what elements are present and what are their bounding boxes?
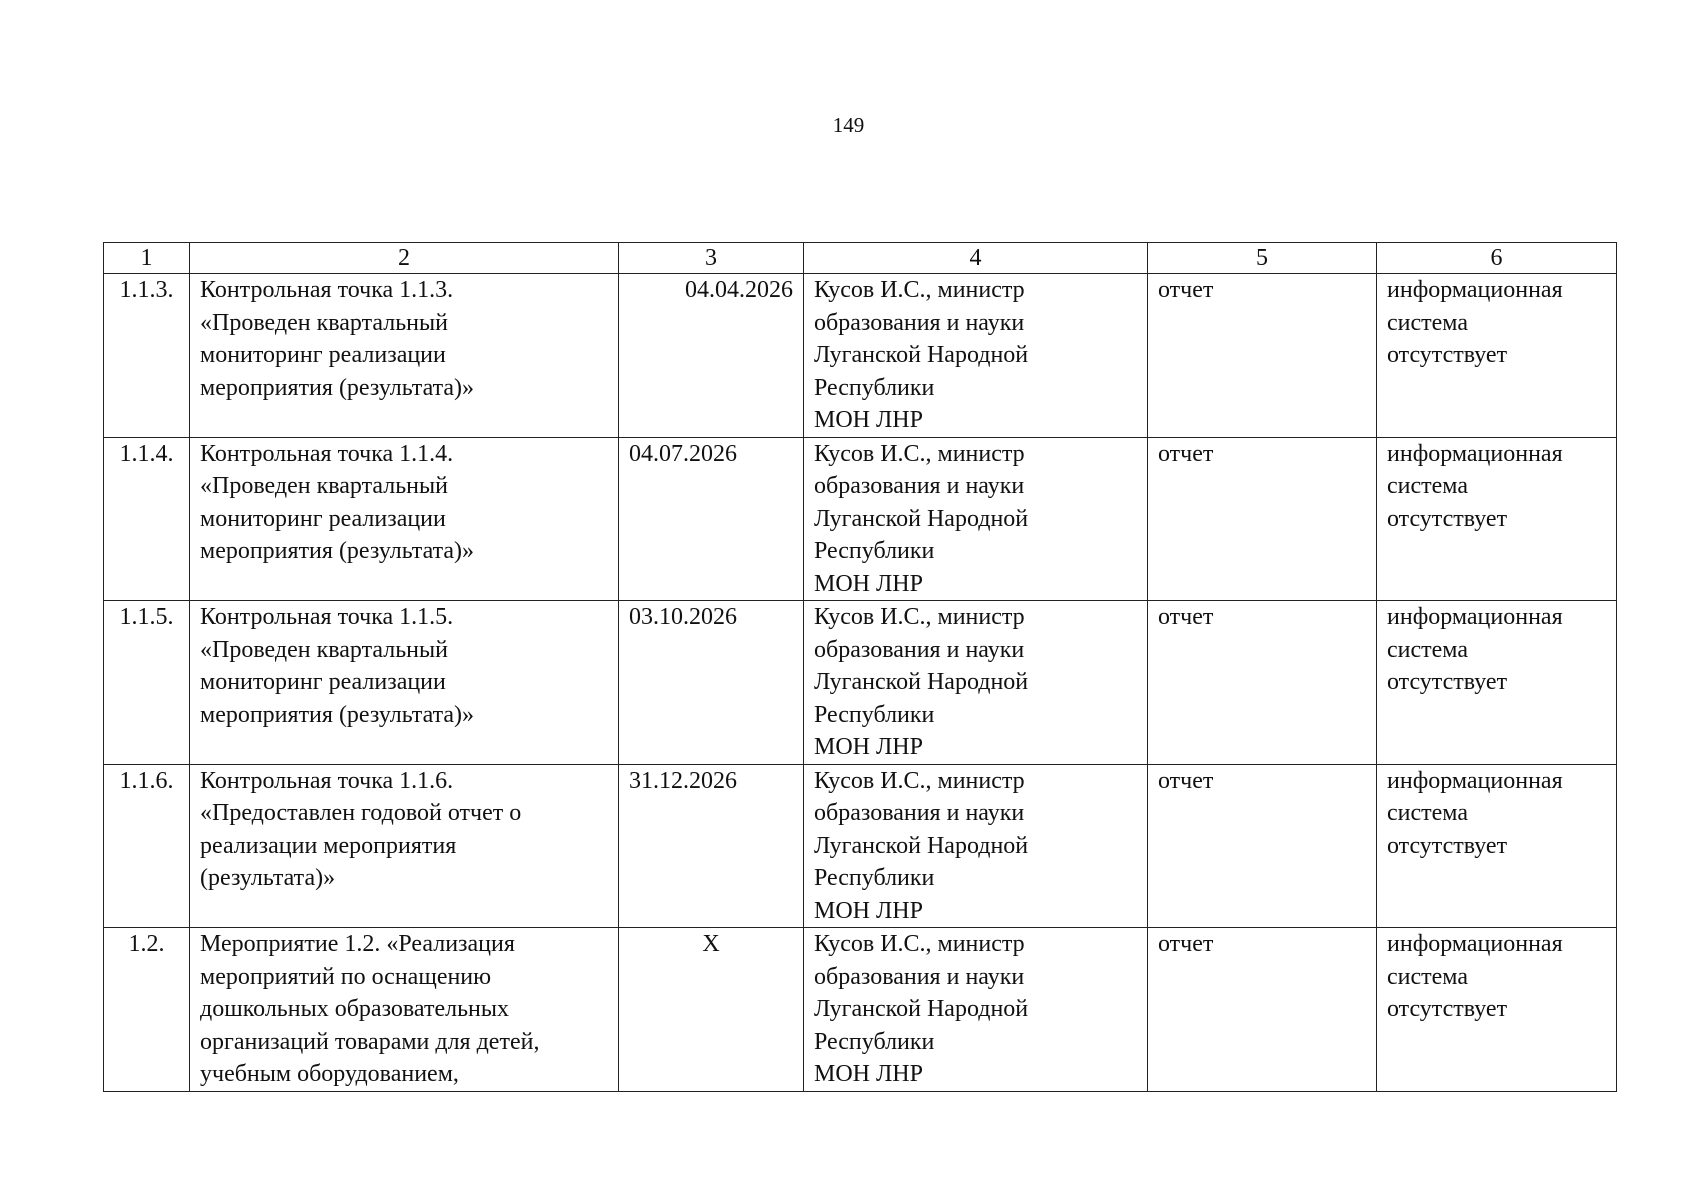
row-description: [190, 928, 619, 1092]
row-number: 1.2.: [104, 928, 190, 1092]
text-line: Луганской Народной: [814, 505, 1029, 532]
page-number: 149: [832, 113, 865, 137]
row-info-system: [1377, 601, 1617, 765]
row-date: 03.10.2026: [619, 601, 804, 765]
text-line: мероприятия (результата)»: [200, 701, 475, 728]
text-line: «Проведен квартальный: [200, 473, 448, 499]
row-description: [190, 274, 619, 438]
text-line: МОН ЛНР: [814, 407, 923, 433]
text-line: Кусов И.С., министр: [814, 440, 1025, 467]
row-date: X: [619, 928, 804, 1092]
text-line: Кусов И.С., министр: [814, 767, 1025, 794]
text-line: «Предоставлен годовой отчет о: [200, 800, 522, 826]
text-line: Мероприятие 1.2. «Реализация: [200, 931, 515, 957]
text-line: Луганской Народной: [814, 669, 1029, 695]
table-row: [104, 928, 1617, 1092]
column-header: 1: [104, 243, 190, 274]
row-date: 04.04.2026: [619, 274, 804, 438]
row-number: 1.1.5.: [104, 601, 190, 765]
text-line: Республики: [814, 1028, 935, 1055]
text-line: Луганской Народной: [814, 832, 1029, 859]
text-line: Контрольная точка 1.1.6.: [200, 767, 454, 794]
text-line: МОН ЛНР: [814, 1061, 923, 1087]
text-line: образования и науки: [814, 636, 1025, 663]
row-responsible: [804, 437, 1148, 601]
row-document: отчет: [1148, 764, 1377, 928]
text-line: Кусов И.С., министр: [814, 277, 1025, 303]
text-line: Республики: [814, 374, 935, 401]
row-info-system: [1377, 928, 1617, 1092]
row-responsible: [804, 764, 1148, 928]
row-number: 1.1.6.: [104, 764, 190, 928]
text-line: «Проведен квартальный: [200, 309, 448, 336]
row-description: [190, 764, 619, 928]
text-line: реализации мероприятия: [200, 832, 457, 859]
text-line: Кусов И.С., министр: [814, 931, 1025, 957]
text-line: информационная: [1387, 440, 1563, 467]
text-line: дошкольных образовательных: [200, 996, 509, 1022]
row-document: отчет: [1148, 928, 1377, 1092]
text-line: система: [1387, 636, 1468, 663]
text-line: отсутствует: [1387, 669, 1508, 695]
text-line: система: [1387, 800, 1468, 826]
row-number: 1.1.4.: [104, 437, 190, 601]
text-line: учебным оборудованием,: [200, 1061, 459, 1087]
row-document: отчет: [1148, 437, 1377, 601]
table-header-row: [104, 243, 1617, 274]
text-line: МОН ЛНР: [814, 897, 923, 924]
text-line: МОН ЛНР: [814, 570, 923, 597]
text-line: Республики: [814, 865, 935, 891]
row-number: 1.1.3.: [104, 274, 190, 438]
text-line: Контрольная точка 1.1.4.: [200, 440, 454, 467]
row-document: отчет: [1148, 601, 1377, 765]
text-line: информационная: [1387, 767, 1563, 794]
text-line: Контрольная точка 1.1.3.: [200, 277, 454, 303]
row-info-system: [1377, 437, 1617, 601]
text-line: организаций товарами для детей,: [200, 1028, 540, 1055]
column-header: 6: [1377, 243, 1617, 274]
row-date: 31.12.2026: [619, 764, 804, 928]
text-line: система: [1387, 473, 1468, 499]
text-line: информационная: [1387, 931, 1563, 957]
text-line: отсутствует: [1387, 342, 1508, 368]
text-line: мероприятий по оснащению: [200, 963, 492, 990]
text-line: Республики: [814, 538, 935, 564]
row-responsible: [804, 928, 1148, 1092]
text-line: образования и науки: [814, 963, 1025, 990]
table-row: [104, 764, 1617, 928]
row-responsible: [804, 601, 1148, 765]
row-description: [190, 437, 619, 601]
text-line: МОН ЛНР: [814, 734, 923, 760]
text-line: Луганской Народной: [814, 342, 1029, 368]
column-header: 2: [190, 243, 619, 274]
text-line: мониторинг реализации: [200, 505, 446, 532]
text-line: мониторинг реализации: [200, 342, 446, 368]
row-info-system: [1377, 274, 1617, 438]
text-line: отсутствует: [1387, 996, 1508, 1022]
table-row: [104, 601, 1617, 765]
text-line: отсутствует: [1387, 832, 1508, 859]
row-document: отчет: [1148, 274, 1377, 438]
column-header: 3: [619, 243, 804, 274]
text-line: образования и науки: [814, 309, 1025, 336]
row-responsible: [804, 274, 1148, 438]
text-line: мониторинг реализации: [200, 669, 446, 695]
text-line: мероприятия (результата)»: [200, 538, 475, 564]
text-line: образования и науки: [814, 473, 1025, 499]
text-line: информационная: [1387, 277, 1563, 303]
text-line: Контрольная точка 1.1.5.: [200, 604, 454, 630]
row-description: [190, 601, 619, 765]
text-line: Кусов И.С., министр: [814, 604, 1025, 630]
column-header: 4: [804, 243, 1148, 274]
text-line: (результата)»: [200, 865, 336, 891]
text-line: образования и науки: [814, 800, 1025, 826]
text-line: отсутствует: [1387, 505, 1508, 532]
table-row: [104, 274, 1617, 438]
table-row: [104, 437, 1617, 601]
text-line: Луганской Народной: [814, 996, 1029, 1022]
text-line: Республики: [814, 701, 935, 728]
row-info-system: [1377, 764, 1617, 928]
control-points-table: [103, 242, 1617, 1092]
row-date: 04.07.2026: [619, 437, 804, 601]
text-line: информационная: [1387, 604, 1563, 630]
text-line: система: [1387, 309, 1468, 336]
column-header: 5: [1148, 243, 1377, 274]
text-line: мероприятия (результата)»: [200, 374, 475, 401]
text-line: «Проведен квартальный: [200, 636, 448, 663]
text-line: система: [1387, 963, 1468, 990]
